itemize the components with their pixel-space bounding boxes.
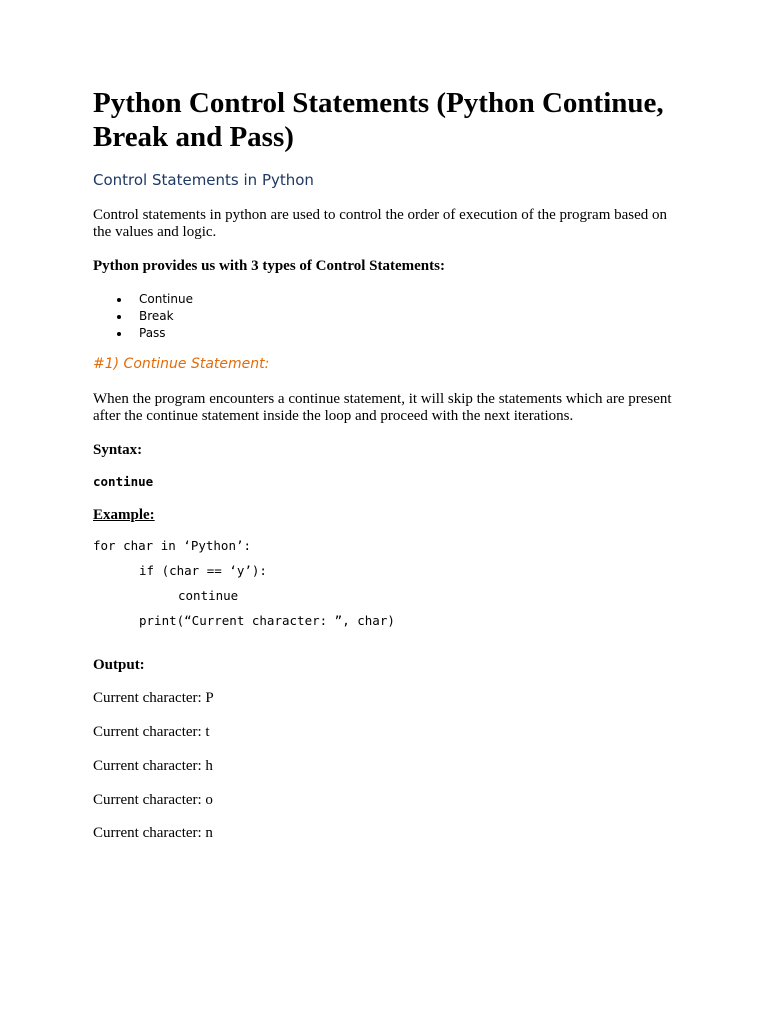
list-item-label: Break (139, 309, 174, 323)
list-item-label: Pass (139, 326, 166, 340)
continue-description: When the program encounters a continue statement, it will skip the statements which are present after the continue statement inside the loop and proceed with the next iterations. (93, 391, 672, 424)
list-item (93, 308, 193, 325)
output-line: Current character: o (93, 792, 213, 808)
bullet-icon (117, 298, 121, 302)
list-item-label: Continue (139, 292, 193, 306)
syntax-label: Syntax: (93, 442, 143, 458)
types-list (93, 291, 193, 342)
code-line: continue (178, 588, 239, 603)
document-title: Python Control Statements (Python Continue, Break and Pass) (93, 87, 664, 153)
code-line: for char in ‘Python’: (93, 538, 252, 553)
continue-section-heading: #1) Continue Statement: (93, 356, 270, 372)
list-item (93, 325, 193, 342)
syntax-code: continue (93, 474, 154, 489)
section-subtitle: Control Statements in Python (93, 171, 314, 189)
types-heading: Python provides us with 3 types of Control Statements: (93, 258, 445, 274)
output-line: Current character: P (93, 690, 214, 706)
intro-paragraph: Control statements in python are used to control the order of execution of the program based on the values and logic. (93, 207, 668, 240)
code-line: print(“Current character: ”, char) (139, 613, 395, 628)
output-line: Current character: n (93, 825, 213, 841)
bullet-icon (117, 315, 121, 319)
example-label: Example: (93, 507, 155, 523)
code-line: if (char == ‘y’): (139, 563, 267, 578)
list-item (93, 291, 193, 308)
output-label: Output: (93, 657, 145, 673)
output-line: Current character: t (93, 724, 210, 740)
output-line: Current character: h (93, 758, 213, 774)
bullet-icon (117, 332, 121, 336)
